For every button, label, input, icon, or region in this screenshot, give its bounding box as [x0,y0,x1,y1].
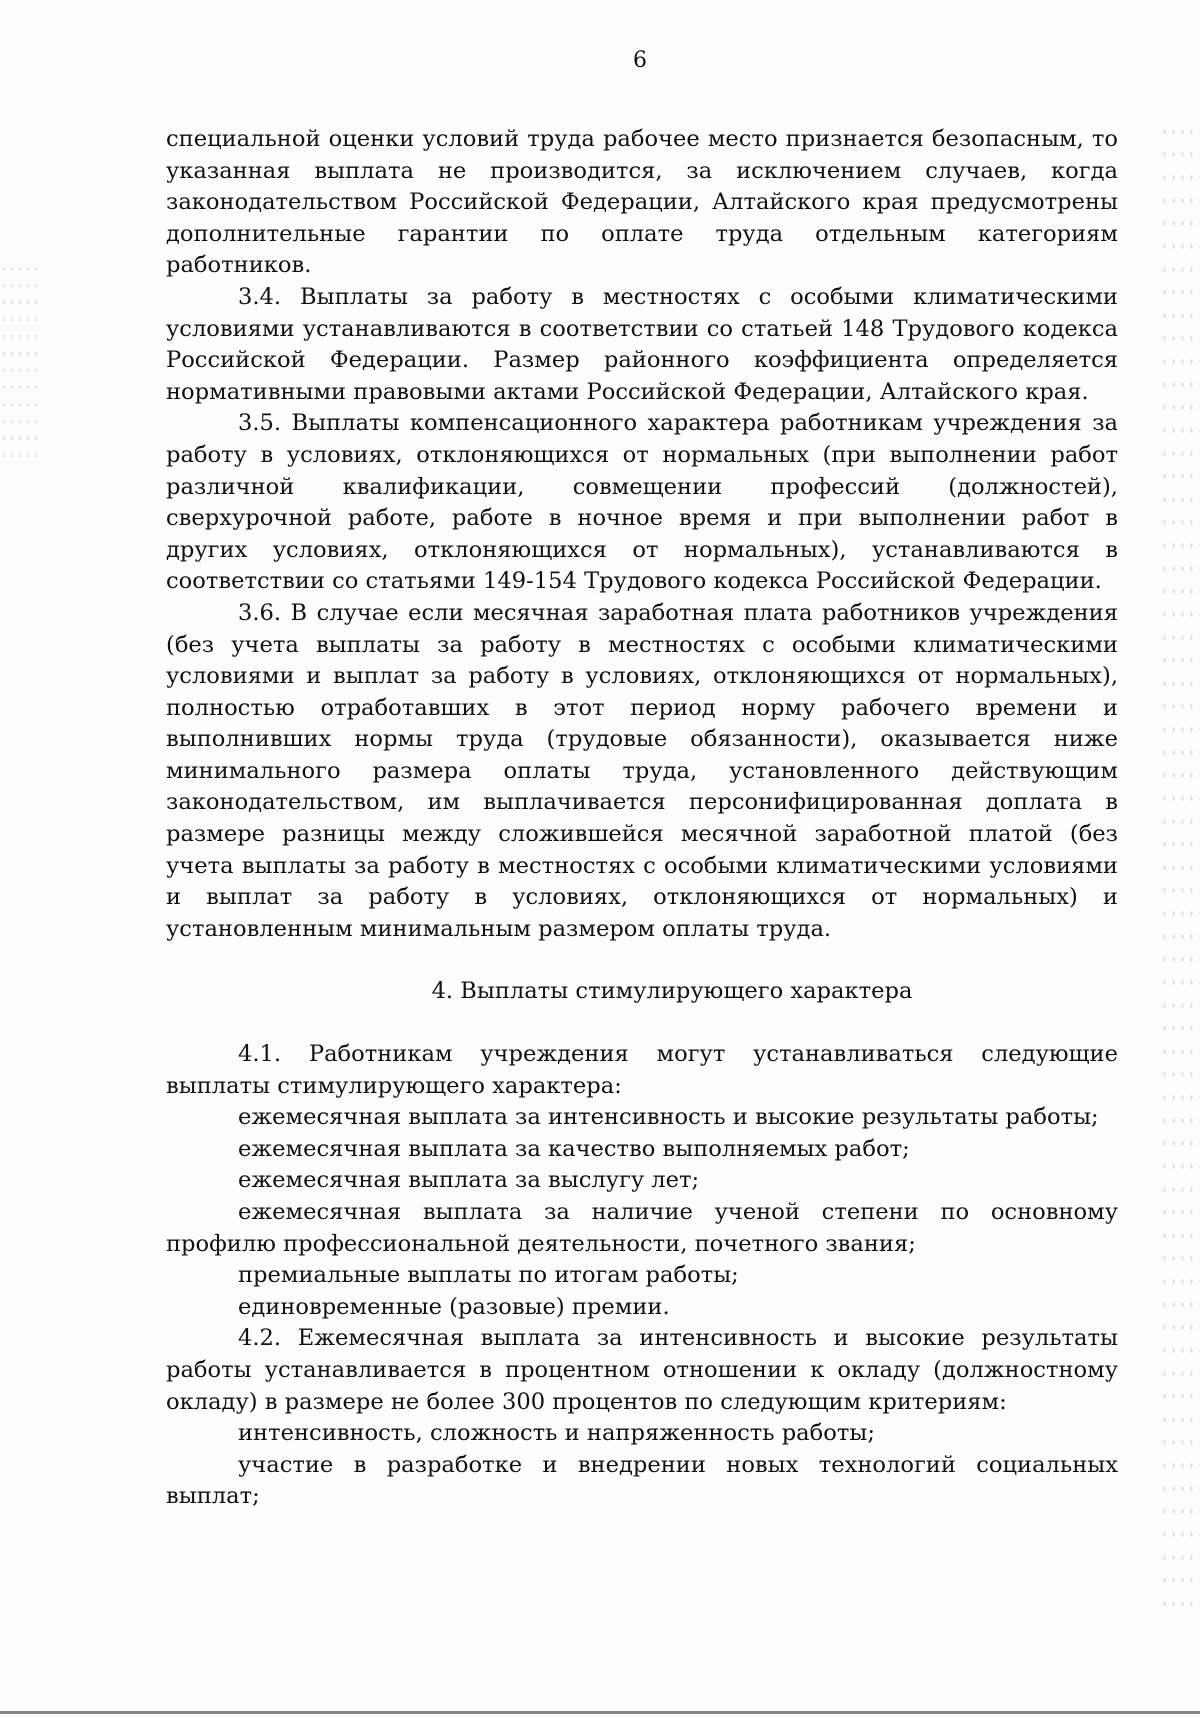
page-number: 6 [633,48,647,73]
incentive-list-item: премиальные выплаты по итогам работы; [238,1262,739,1289]
paragraph-continuation: специальной оценки условий труда рабочее место признается безопасным, то указанная выплата не производится, за исключением случаев, когда законодательством Российской Федерации, Алтайского края предусмотрены дополнительные гарантии по оплате труда отдельным категориям работников. [166,126,1118,279]
scan-bottom-edge [0,1711,1200,1714]
incentive-list-item: ежемесячная выплата за наличие ученой степени по основному профилю профессиональной деятельности, почетного звания; [166,1199,1118,1257]
incentive-list-item: ежемесячная выплата за интенсивность и высокие результаты работы; [238,1104,1099,1131]
paragraph-3-4: 3.4. Выплаты за работу в местностях с особыми климатическими условиями устанавливаются в соответствии со статьей 148 Трудового кодекса Российской Федерации. Размер районного коэффициента определяется нормативными правовыми актами Российской Федерации, Алтайского края. [166,283,1118,405]
document-body [166,124,1118,1513]
paragraph-3-5: 3.5. Выплаты компенсационного характера работникам учреждения за работу в условиях, отклоняющихся от нормальных (при выполнении работ различной квалификации, совмещении профессий (должностей), сверхурочной работе, работе в ночное время и при выполнении работ в других условиях, отклоняющихся от нормальных), устанавливаются в соответствии со статьями 149-154 Трудового кодекса Российской Федерации. [166,410,1118,595]
incentive-list-item: ежемесячная выплата за выслугу лет; [238,1167,700,1194]
criteria-list-item: интенсивность, сложность и напряженность работы; [238,1420,875,1447]
paragraph-4-1: 4.1. Работникам учреждения могут устанавливаться следующие выплаты стимулирующего характера: [166,1041,1118,1099]
scan-noise-left [0,260,40,460]
incentive-list-item: единовременные (разовые) премии. [238,1293,670,1320]
paragraph-4-2: 4.2. Ежемесячная выплата за интенсивность и высокие результаты работы устанавливается в процентном отношении к окладу (должностному окладу) в размере не более 300 процентов по следующим критериям: [166,1325,1118,1415]
paragraph-3-6: 3.6. В случае если месячная заработная плата работников учреждения (без учета выплаты за работу в местностях с особыми климатическими условиями и выплат за работу в условиях, отклоняющихся от нормальных), полностью отработавших в этот период норму рабочего времени и выполнивших нормы труда (трудовые обязанности), оказывается ниже минимального размера оплаты труда, установленного действующим законодательством, им выплачивается персонифицированная доплата в размере разницы между сложившейся месячной заработной платой (без учета выплаты за работу в местностях с особыми климатическими условиями и выплат за работу в условиях, отклоняющихся от нормальных) и установленным минимальным размером оплаты труда. [166,599,1118,942]
criteria-list-item: участие в разработке и внедрении новых технологий социальных выплат; [166,1451,1118,1510]
section-heading: 4. Выплаты стимулирующего характера [431,978,913,1005]
incentive-list-item: ежемесячная выплата за качество выполняемых работ; [238,1135,910,1162]
scan-noise-right [1160,120,1200,1620]
